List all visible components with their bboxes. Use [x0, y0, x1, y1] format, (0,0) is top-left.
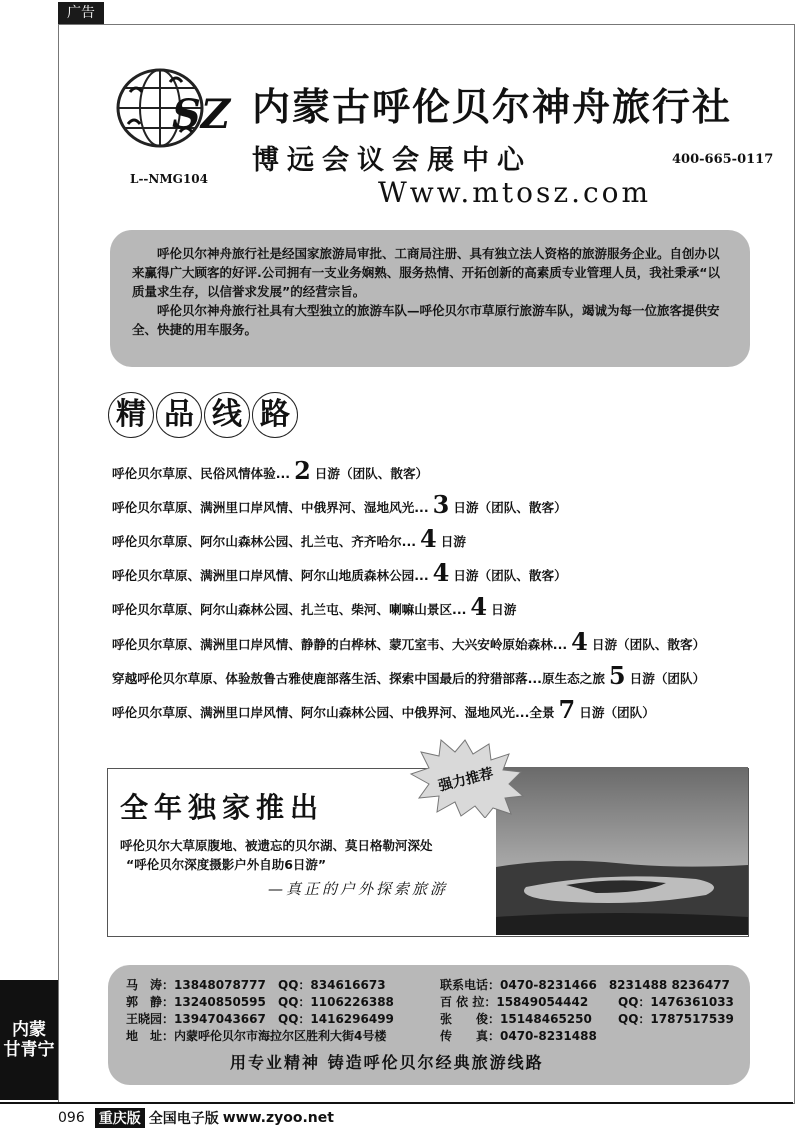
route-list: [112, 455, 792, 729]
contact-qq: QQ：1416296499: [278, 1012, 394, 1026]
contact-row: [126, 993, 734, 1010]
route-suffix: 日游（团队）: [629, 670, 706, 686]
route-days: 4: [571, 626, 588, 656]
route-days: 3: [432, 489, 450, 519]
route-item: [112, 626, 792, 660]
license-code: L--NMG104: [130, 172, 208, 186]
route-suffix: 日游（团队、散客）: [453, 568, 567, 584]
region-tab: [0, 980, 58, 1100]
contact-address: 地 址：内蒙呼伦贝尔市海拉尔区胜利大街4号楼: [126, 1029, 387, 1043]
contact-name: 百 依 拉：15849054442: [440, 995, 589, 1009]
contact-qq: QQ：1787517539: [618, 1012, 734, 1026]
route-days: 7: [558, 694, 576, 724]
route-item: [112, 523, 792, 557]
promo-tagline: —真正的户外探索旅游: [268, 880, 449, 898]
page-footer: [58, 1108, 334, 1128]
ad-tag: 广告: [58, 2, 104, 24]
contact-phone: 联系电话：0470-8231466 8231488 8236477: [440, 978, 730, 992]
route-desc: 呼伦贝尔草原、民俗风情体验...: [112, 465, 291, 481]
route-desc: 呼伦贝尔草原、满洲里口岸风情、阿尔山地质森林公园...: [112, 568, 429, 584]
routes-heading-char: 精: [108, 392, 154, 438]
promo-title: 全年独家推出: [120, 791, 325, 824]
promo-tour-name: “呼伦贝尔深度摄影户外自助6日游”: [126, 857, 327, 872]
contact-name: 马 涛：13848078777: [126, 978, 266, 992]
region-tab-line-2: 甘青宁: [3, 1040, 55, 1060]
company-intro: [110, 230, 750, 367]
contact-name: 王晓园：13947043667: [126, 1012, 266, 1026]
promo-line: 呼伦贝尔大草原腹地、被遗忘的贝尔湖、莫日格勒河深处: [120, 838, 433, 853]
routes-heading-char: 线: [204, 392, 250, 438]
route-suffix: 日游（团队、散客）: [314, 465, 429, 481]
route-days: 4: [420, 523, 437, 553]
contact-qq: QQ：834616673: [278, 978, 386, 992]
route-item: [112, 489, 792, 523]
contact-qq: QQ：1476361033: [618, 995, 734, 1009]
intro-paragraph-2: 呼伦贝尔神舟旅行社具有大型独立的旅游车队—呼伦贝尔市草原行旅游车队，竭诚为每一位旅客提供安全、快捷的用车服务。: [132, 303, 720, 337]
contact-row: [126, 1010, 734, 1027]
route-desc: 呼伦贝尔草原、阿尔山森林公园、扎兰屯、柴河、喇嘛山景区...: [112, 602, 467, 618]
route-item: [112, 694, 792, 728]
footer-rule: [0, 1102, 793, 1104]
route-days: 4: [470, 592, 488, 622]
globe-logo-icon: [110, 62, 232, 158]
contact-qq: QQ：1106226388: [278, 995, 394, 1009]
routes-heading-char: 路: [252, 392, 298, 438]
route-suffix: 日游（团队、散客）: [453, 499, 567, 515]
route-suffix: 日游: [440, 533, 466, 549]
route-desc: 呼伦贝尔草原、满洲里口岸风情、中俄界河、湿地风光...: [112, 499, 429, 515]
route-desc: 呼伦贝尔草原、满洲里口岸风情、静静的白桦林、蒙兀室韦、大兴安岭原始森林...: [112, 636, 568, 652]
website-url[interactable]: Www.mtosz.com: [378, 176, 652, 209]
route-item: [112, 558, 792, 592]
national-edition-label: 全国电子版: [148, 1111, 219, 1127]
lake-landscape-photo: [496, 767, 748, 935]
route-days: 5: [608, 660, 626, 690]
contact-row: [126, 976, 730, 993]
route-suffix: 日游: [491, 602, 517, 618]
page-number: 096: [58, 1110, 85, 1126]
convention-center-name: 博远会议会展中心: [252, 145, 532, 176]
route-days: 4: [432, 558, 450, 588]
contact-name: 张 俊：15148465250: [440, 1012, 592, 1026]
company-name: 内蒙古呼伦贝尔神舟旅行社: [252, 84, 733, 129]
edition-label: 重庆版: [95, 1108, 145, 1128]
contact-row: [126, 1027, 597, 1044]
route-desc: 呼伦贝尔草原、阿尔山森林公园、扎兰屯、齐齐哈尔...: [112, 533, 417, 549]
routes-heading: [108, 392, 300, 442]
routes-heading-char: 品: [156, 392, 202, 438]
slogan: 用专业精神 铸造呼伦贝尔经典旅游线路: [230, 1053, 544, 1072]
route-item: [112, 455, 792, 489]
contact-name: 郭 静：13240850595: [126, 995, 266, 1009]
route-desc: 穿越呼伦贝尔草原、体验敖鲁古雅使鹿部落生活、探索中国最后的狩猎部落...原生态之旅: [112, 670, 605, 686]
region-tab-line-1: 内蒙: [12, 1020, 46, 1040]
route-item: [112, 660, 792, 694]
footer-website[interactable]: www.zyoo.net: [222, 1110, 334, 1126]
contact-fax: 传 真：0470-8231488: [440, 1029, 597, 1043]
recommend-badge-icon: [405, 738, 525, 818]
route-desc: 呼伦贝尔草原、满洲里口岸风情、阿尔山森林公园、中俄界河、湿地风光...全景: [112, 704, 555, 720]
route-days: 2: [294, 455, 311, 485]
logo-monogram: SZ: [172, 91, 231, 138]
badge-label: 强力推荐: [436, 765, 496, 795]
hotline-number: 400-665-0117: [672, 152, 774, 167]
route-item: [112, 592, 792, 626]
route-suffix: 日游（团队）: [579, 704, 655, 720]
route-suffix: 日游（团队、散客）: [591, 636, 706, 652]
intro-paragraph-1: 呼伦贝尔神舟旅行社是经国家旅游局审批、工商局注册、具有独立法人资格的旅游服务企业。自创办以来赢得广大顾客的好评.公司拥有一支业务娴熟、服务热情、开拓创新的高素质专业管理人员，我社秉承“以质量求生存，以信誉求发展”的经营宗旨。: [132, 246, 720, 299]
